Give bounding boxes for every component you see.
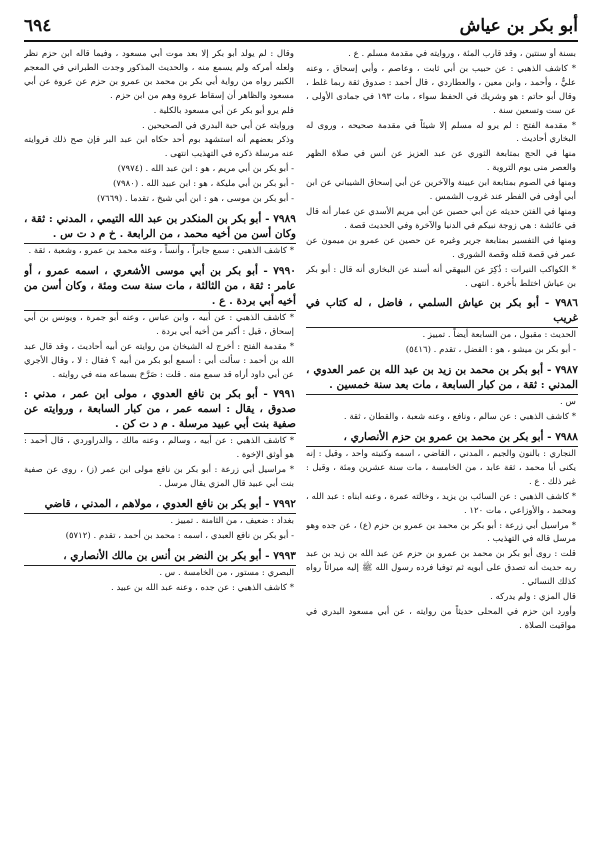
entry-text: * كاشف الذهبي : عن سالم ، ونافع ، وعنه شعبة ، والقطان ، ثقة . xyxy=(343,412,576,423)
entry-text: - أبو بكر بن ميشو ، هو : الفضل ، تقدم . (٥٤١٦) xyxy=(405,345,576,356)
entry-text: - أبو بكر بن موسى ، هو : ابن أبي شيخ ، تقدما . (٧٦٦٩) xyxy=(97,194,294,205)
entry-text: * كاشف الذهبي : سمع جابراً ، وأنساً ، وعنه محمد بن عمرو ، وشعبة ، ثقة . xyxy=(28,245,294,256)
entry-text: وأورد ابن حزم في المحلى حديثاً من روايته ، عن أبي مسعود البدري في مواقيت الصلاة . xyxy=(306,607,576,631)
entry-text: * مقدمة الفتح : أخرج له الشيخان من روايته عن أبيه أحاديث ، وقد قال عبد الله بن أحمد : سألت أبي : أسمع أبو بكر من أبيه ؟ فقال : لا ، وقال الأجري عن أبي داود أراه قد سمع منه . قلت : صَرَّحَ بسماعه منه في روايته . xyxy=(24,341,294,380)
text-columns xyxy=(24,48,578,866)
entry-text: س . xyxy=(560,397,576,408)
entry-heading: ٧٩٨٩ - أبو بكر بن المنكدر بن عبد الله التيمي ، المدني : ثقة ، وكان أسن من أخيه محمد ، من الرابعة . خ م د ت س . xyxy=(24,212,296,244)
entry-text: ومنها في التفسير بمتابعة جرير وغيره عن حصين عن عمرو بن ميمون عن عمر في قصة قتله وقصة الشورى . xyxy=(306,235,576,260)
entry-text: قال المزي : ولم يدركه . xyxy=(490,592,576,603)
entry-text: * كاشف الذهبي : عن جده ، وعنه عبد الله بن عبيد . xyxy=(110,582,294,593)
entry-text: ومنها في الصوم بمتابعة ابن عيينة والآخرين عن أبي إسحاق الشيباني عن ابن أبي أوفى في الفطر عند غروب الشمس . xyxy=(306,178,576,203)
entry-text: بغداد : ضعيف ، من الثامنة . تمييز . xyxy=(170,516,294,527)
entry-text: قلت : روى أبو بكر بن محمد بن عمرو بن حزم عن عبد الله بن زيد بن عبد ربه حديث أنه تصدق على أبويه ثم توفيا فرده رسول الله ﷺ إليه ميراثاً رواه كذلك النسائي . xyxy=(306,549,576,588)
entry-text: وقال : لم يولد أبو بكر إلا بعد موت أبي مسعود ، وفيما قاله ابن حزم نظر ولعله أمركه ولم يسمع منه ، والحديث المذكور وجدت الطبراني في المعجم الكبير رواه من رواية أبي بكر بن محمد بن عمرو بن حزم عن عروة عن أبي مسعود والظاهر أن إسقاط عروة وهم من ابن حزم . xyxy=(24,49,294,101)
entry-text: * مقدمة الفتح : لم يرو له مسلم إلا شيئاً في مقدمة صحيحه ، وروى له البخاري أحاديث . xyxy=(306,120,576,145)
entry-heading: ٧٩٩٢ - أبو بكر بن نافع العدوي ، مولاهم ، المدني ، قاضي xyxy=(24,497,296,514)
entry-text: * كاشف الذهبي : عن أبيه ، وابن عباس ، وعنه أبو جمرة ، ويونس بن أبي إسحاق ، قيل : أكبر من أخيه أبي بردة . xyxy=(24,312,294,337)
entry-heading: ٧٩٨٦ - أبو بكر بن عياش السلمي ، فاضل ، له كتاب في غريب xyxy=(306,296,578,328)
entry-heading: ٧٩٩٣ - أبو بكر بن النضر بن أنس بن مالك الأنصاري ، xyxy=(24,549,296,566)
entry-text: فلم يرو أبو بكر عن أبي مسعود بالكلية . xyxy=(153,105,294,116)
entry-text: - أبو بكر بن أبي مريم ، هو : ابن عبد الله . (٧٩٧٤) xyxy=(117,164,294,175)
entry-text: * كاشف الذهبي : عن أبيه ، وسالم ، وعنه مالك ، والدراوردي ، قال أحمد : هو أوثق الإخوة . xyxy=(24,436,294,461)
left-column xyxy=(24,48,296,866)
entry-text: - أبو بكر بن أبي مليكة ، هو : ابن عبيد الله . (٧٩٨٠) xyxy=(113,179,294,190)
entry-text: بسنة أو سنتين ، وقد قارب المئة ، وروايته في مقدمة مسلم . ع . xyxy=(348,49,576,59)
entry-text: وذكر بعضهم أنه استشهد بوم أحد حكاه ابن عبد البر فإن صح ذلك فروايته عنه مرسلة ذكره في التهذيب انتهى . xyxy=(24,135,294,160)
entry-text: ومنها في الفتن حديثه عن أبي حصين عن أبي مريم الأسدي عن عمار أنه قال في عائشة : هي زوجة نبيكم في الدنيا والآخرة وفي الحديث قصة . xyxy=(306,206,576,231)
entry-text: الحديث : مقبول ، من السابعة أيضاً . تمييز . xyxy=(422,330,576,341)
entry-heading: ٧٩٨٧ - أبو بكر بن محمد بن زيد بن عبد الله بن عمر العدوي ، المدني : ثقة ، من كبار السابعة ، مات بعد سنة خمسين . xyxy=(306,363,578,395)
entry-text: منها في الحج بمتابعة الثوري عن عبد العزيز عن أنس في صلاة الظهر والعصر منى يوم التروية . xyxy=(306,149,576,174)
entry-text: النجاري : بالنون والجيم ، المدني ، القاضي ، اسمه وكنيته واحد ، وقيل : إنه يكنى أبا محمد ، ثقة عابد ، من الخامسة ، مات سنة عشرين ومئة ، وقيل : غير ذلك . ع . xyxy=(306,449,576,487)
entry-text: * كاشف الذهبي : عن حبيب بن أبي ثابت ، وعاصم ، وأبي إسحاق ، وعنه عليٌّ ، وأحمد ، وابن معين ، والعطاردي ، قال أحمد : صدوق ثقة ربما غلط ، وقال أبو حاتم : هو وشريك في الحفظ سواء ، مات ١٩٣ في جمادى الأولى ، عن ست وتسعين سنة . xyxy=(306,63,576,116)
entry-text: * مراسيل أبي زرعة : أبو بكر بن محمد بن عمرو بن حزم (ع) ، عن جده وهو مرسل قاله في التهذيب . xyxy=(306,520,576,545)
page-number: ٦٩٤ xyxy=(24,16,52,36)
running-title: أبو بكر بن عياش xyxy=(459,16,578,36)
entry-heading: ٧٩٨٨ - أبو بكر بن محمد بن عمرو بن حزم الأنصاري ، xyxy=(306,430,578,447)
entry-text: * مراسيل أبي زرعة : أبو بكر بن نافع مولى ابن عمر (ز) ، روى عن صفية بنت أبي عبيد قال المزي يقال مرسل . xyxy=(24,465,294,490)
entry-text: * الكواكب النيرات : ذُكِرَ عن البيهقي أنه أسند عن البخاري أنه قال : أبو بكر بن عياش اختلط بأخرة . انتهى . xyxy=(306,264,576,289)
entry-text: - أبو بكر بن نافع العبدي ، اسمه : محمد بن أحمد ، تقدم . (٥٧١٢) xyxy=(65,530,294,541)
entry-text: * كاشف الذهبي : عن السائب بن يزيد ، وخالته عمرة ، وعنه ابناه : عبد الله ، ومحمد ، والأوزاعي ، مات ١٢٠ . xyxy=(306,491,576,516)
entry-heading: ٧٩٩٠ - أبو بكر بن أبي موسى الأشعري ، اسمه عمرو ، أو عامر : ثقة ، من الثالثة ، مات سنة ست ومئة ، وكان أسن من أخيه أبي بردة . ع . xyxy=(24,264,296,311)
entry-text: البصري : مستور ، من الخامسة . س . xyxy=(159,567,294,578)
page-header xyxy=(24,10,578,42)
right-column xyxy=(306,48,578,866)
entry-text: وروايته عن أبي حبة البدري في الصحيحين . xyxy=(142,120,294,131)
entry-heading: ٧٩٩١ - أبو بكر بن نافع العدوي ، مولى ابن عمر ، مدني : صدوق ، يقال : اسمه عمر ، من كبار السابعة ، وروايته عن صفية بنت أبي عبيد مرسلة . م د ت كن . xyxy=(24,387,296,434)
